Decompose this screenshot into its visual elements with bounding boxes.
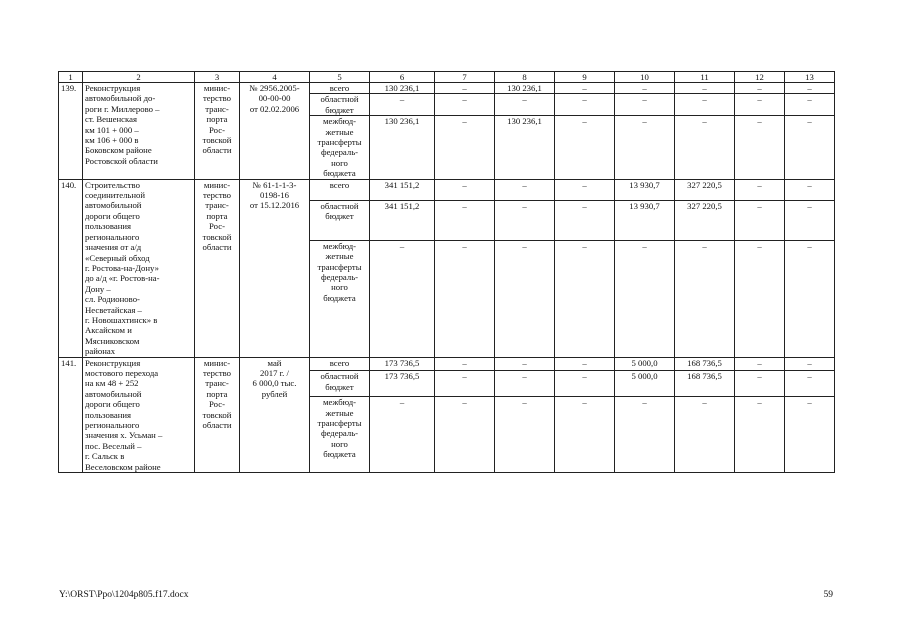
amount-cell: – <box>555 83 615 94</box>
amount-cell: – <box>615 83 675 94</box>
amount-cell: – <box>555 397 615 473</box>
amount-cell: – <box>435 240 495 357</box>
amount-cell: – <box>495 240 555 357</box>
column-number-cell: 4 <box>240 72 310 83</box>
amount-cell: 341 151,2 <box>370 179 435 200</box>
row-number: 140. <box>59 179 83 357</box>
amount-cell: – <box>735 94 785 116</box>
customer-name: минис- терство транс- порта Рос- товской области <box>195 179 240 357</box>
amount-cell: – <box>675 94 735 116</box>
amount-cell: – <box>785 83 835 94</box>
amount-cell: – <box>435 200 495 240</box>
document-reference: № 2956.2005- 00-00-00 от 02.02.2006 <box>240 83 310 180</box>
amount-cell: – <box>785 116 835 179</box>
row-number: 139. <box>59 83 83 180</box>
amount-cell: – <box>785 240 835 357</box>
amount-cell: 168 736,5 <box>675 357 735 371</box>
amount-cell: – <box>495 357 555 371</box>
amount-cell: – <box>735 200 785 240</box>
amount-cell: – <box>370 397 435 473</box>
amount-cell: – <box>555 240 615 357</box>
object-name: Строительство соединительной автомобильной дороги общего пользования регионального значения от а/д «Северный обход г. Ростова-на-Дону» до а/д «г. Ростов-на- Дону – сл. Родионово- Несветайская – г. Новошахтинск» в Аксайском и Мясниковском районах <box>83 179 195 357</box>
amount-cell: 327 220,5 <box>675 200 735 240</box>
funding-source: областной бюджет <box>310 200 370 240</box>
amount-cell: – <box>785 94 835 116</box>
object-name: Реконструкция мостового перехода на км 48 + 252 автомобильной дороги общего пользования регионального значения х. Усьман – пос. Веселый – г. Сальск в Веселовском районе <box>83 357 195 472</box>
file-path-footer: Y:\ORST\Ppo\1204p805.f17.docx <box>59 590 189 600</box>
amount-cell: – <box>435 83 495 94</box>
amount-cell: – <box>370 94 435 116</box>
column-number-cell: 13 <box>785 72 835 83</box>
amount-cell: – <box>785 200 835 240</box>
amount-cell: 130 236,1 <box>370 116 435 179</box>
column-number-cell: 1 <box>59 72 83 83</box>
amount-cell: – <box>435 116 495 179</box>
amount-cell: 5 000,0 <box>615 357 675 371</box>
amount-cell: – <box>555 179 615 200</box>
column-number-cell: 7 <box>435 72 495 83</box>
amount-cell: – <box>555 116 615 179</box>
amount-cell: – <box>495 179 555 200</box>
object-name: Реконструкция автомобильной до- роги г. Миллерово – ст. Вешенская км 101 + 000 – км 106 + 000 в Боковском районе Ростовской области <box>83 83 195 180</box>
column-number-cell: 10 <box>615 72 675 83</box>
amount-cell: 13 930,7 <box>615 200 675 240</box>
table-row <box>59 179 835 200</box>
investment-table <box>58 71 835 473</box>
amount-cell: – <box>735 357 785 371</box>
column-number-cell: 3 <box>195 72 240 83</box>
amount-cell: 173 736,5 <box>370 371 435 397</box>
column-number-row <box>59 72 835 83</box>
amount-cell: 168 736,5 <box>675 371 735 397</box>
funding-source: всего <box>310 83 370 94</box>
row-number: 141. <box>59 357 83 472</box>
amount-cell: – <box>735 371 785 397</box>
amount-cell: – <box>435 94 495 116</box>
amount-cell: – <box>435 371 495 397</box>
amount-cell: – <box>785 397 835 473</box>
column-number-cell: 11 <box>675 72 735 83</box>
amount-cell: – <box>555 200 615 240</box>
amount-cell: 13 930,7 <box>615 179 675 200</box>
funding-source: областной бюджет <box>310 94 370 116</box>
funding-source: всего <box>310 179 370 200</box>
funding-source: всего <box>310 357 370 371</box>
amount-cell: – <box>615 116 675 179</box>
document-reference: май 2017 г. / 6 000,0 тыс. рублей <box>240 357 310 472</box>
document-reference: № 61-1-1-3- 0198-16 от 15.12.2016 <box>240 179 310 357</box>
column-number-cell: 9 <box>555 72 615 83</box>
amount-cell: – <box>615 94 675 116</box>
amount-cell: – <box>735 116 785 179</box>
customer-name: минис- терство транс- порта Рос- товской области <box>195 357 240 472</box>
amount-cell: – <box>495 397 555 473</box>
amount-cell: – <box>785 357 835 371</box>
amount-cell: – <box>435 357 495 371</box>
table-body <box>59 72 835 473</box>
column-number-cell: 6 <box>370 72 435 83</box>
amount-cell: – <box>735 83 785 94</box>
amount-cell: – <box>370 240 435 357</box>
funding-source: областной бюджет <box>310 371 370 397</box>
amount-cell: – <box>675 240 735 357</box>
amount-cell: – <box>675 397 735 473</box>
amount-cell: – <box>555 357 615 371</box>
funding-source: межбюд- жетные трансферты федераль- ного бюджета <box>310 240 370 357</box>
amount-cell: – <box>675 116 735 179</box>
amount-cell: – <box>555 94 615 116</box>
amount-cell: 173 736,5 <box>370 357 435 371</box>
amount-cell: – <box>615 397 675 473</box>
amount-cell: 130 236,1 <box>370 83 435 94</box>
amount-cell: – <box>555 371 615 397</box>
amount-cell: 130 236,1 <box>495 116 555 179</box>
amount-cell: 130 236,1 <box>495 83 555 94</box>
column-number-cell: 12 <box>735 72 785 83</box>
table-row <box>59 83 835 94</box>
amount-cell: – <box>675 83 735 94</box>
amount-cell: 327 220,5 <box>675 179 735 200</box>
amount-cell: – <box>735 240 785 357</box>
amount-cell: – <box>435 179 495 200</box>
column-number-cell: 5 <box>310 72 370 83</box>
amount-cell: – <box>785 179 835 200</box>
amount-cell: – <box>615 240 675 357</box>
amount-cell: – <box>435 397 495 473</box>
amount-cell: – <box>735 179 785 200</box>
funding-source: межбюд- жетные трансферты федераль- ного бюджета <box>310 116 370 179</box>
column-number-cell: 2 <box>83 72 195 83</box>
amount-cell: – <box>495 371 555 397</box>
page-number: 59 <box>823 590 833 600</box>
customer-name: минис- терство транс- порта Рос- товской области <box>195 83 240 180</box>
amount-cell: 341 151,2 <box>370 200 435 240</box>
amount-cell: – <box>735 397 785 473</box>
amount-cell: – <box>495 200 555 240</box>
funding-source: межбюд- жетные трансферты федераль- ного бюджета <box>310 397 370 473</box>
table-row <box>59 357 835 371</box>
amount-cell: – <box>785 371 835 397</box>
amount-cell: – <box>495 94 555 116</box>
column-number-cell: 8 <box>495 72 555 83</box>
amount-cell: 5 000,0 <box>615 371 675 397</box>
